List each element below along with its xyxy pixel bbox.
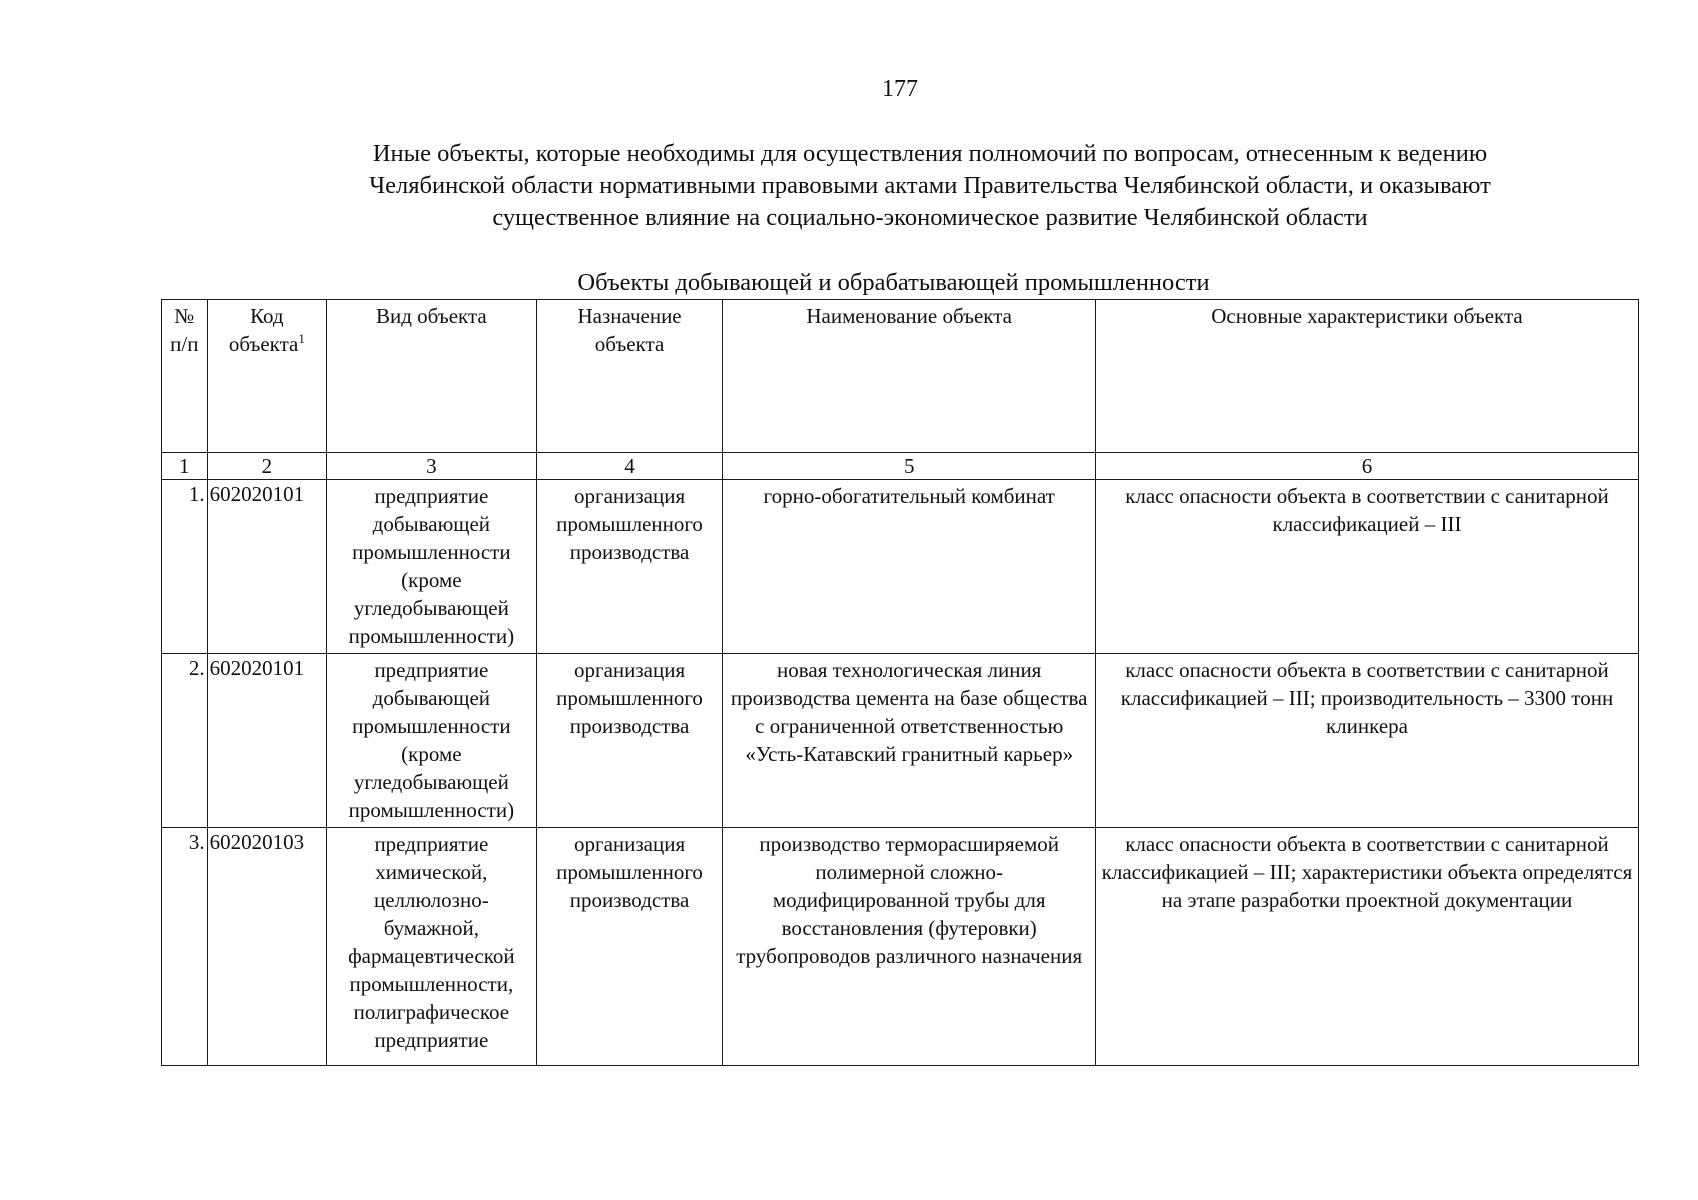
header-num: № п/п xyxy=(162,300,208,453)
header-purpose: Назначение объекта xyxy=(536,300,723,453)
header-code xyxy=(207,300,326,453)
table-row xyxy=(162,654,1639,828)
header-code-label: Код объекта xyxy=(228,304,299,356)
document-heading xyxy=(230,138,1630,234)
header-name: Наименование объекта xyxy=(723,300,1096,453)
table-row xyxy=(162,480,1639,654)
column-number: 2 xyxy=(207,453,326,480)
column-number: 6 xyxy=(1095,453,1638,480)
header-kind: Вид объекта xyxy=(327,300,537,453)
row-characteristics: класс опасности объекта в соответствии с санитарной классификацией – III xyxy=(1095,480,1638,654)
row-name: производство терморасширяемой полимерной сложно-модифицированной трубы для восстановления (футеровки) трубопроводов различного назначения xyxy=(723,828,1096,1066)
row-name: горно-обогатительный комбинат xyxy=(723,480,1096,654)
heading-line: Иные объекты, которые необходимы для осуществления полномочий по вопросам, отнесенным к ведению xyxy=(372,140,1488,167)
row-purpose: организация промышленного производства xyxy=(536,480,723,654)
page-number: 177 xyxy=(882,76,918,102)
footnote-marker: 1 xyxy=(298,331,305,346)
row-kind: предприятие химической, целлюлозно-бумажной, фармацевтической промышленности, полиграфическое предприятие xyxy=(327,828,537,1066)
heading-line: существенное влияние на социально-экономическое развитие Челябинской области xyxy=(492,204,1368,231)
row-kind: предприятие добывающей промышленности (кроме угледобывающей промышленности) xyxy=(327,654,537,828)
column-number: 3 xyxy=(327,453,537,480)
row-code: 602020101 xyxy=(207,654,326,828)
column-number: 5 xyxy=(723,453,1096,480)
table-header-row xyxy=(162,300,1639,453)
row-characteristics: класс опасности объекта в соответствии с санитарной классификацией – III; характеристики объекта определятся на этапе разработки проектной документации xyxy=(1095,828,1638,1066)
header-characteristics: Основные характеристики объекта xyxy=(1095,300,1638,453)
row-characteristics: класс опасности объекта в соответствии с санитарной классификацией – III; производительность – 3300 тонн клинкера xyxy=(1095,654,1638,828)
row-kind: предприятие добывающей промышленности (кроме угледобывающей промышленности) xyxy=(327,480,537,654)
row-num: 2. xyxy=(162,654,208,828)
column-number: 1 xyxy=(162,453,208,480)
row-purpose: организация промышленного производства xyxy=(536,828,723,1066)
objects-table xyxy=(161,299,1639,1066)
row-code: 602020103 xyxy=(207,828,326,1066)
heading-line: Челябинской области нормативными правовыми актами Правительства Челябинской области, и оказывают xyxy=(369,172,1491,199)
column-numbers-row xyxy=(162,453,1639,480)
row-code: 602020101 xyxy=(207,480,326,654)
row-num: 1. xyxy=(162,480,208,654)
column-number: 4 xyxy=(536,453,723,480)
row-num: 3. xyxy=(162,828,208,1066)
row-purpose: организация промышленного производства xyxy=(536,654,723,828)
row-name: новая технологическая линия производства цемента на базе общества с ограниченной ответственностью «Усть-Катавский гранитный карьер» xyxy=(723,654,1096,828)
table-row xyxy=(162,828,1639,1066)
section-title: Объекты добывающей и обрабатывающей промышленности xyxy=(577,269,1210,296)
